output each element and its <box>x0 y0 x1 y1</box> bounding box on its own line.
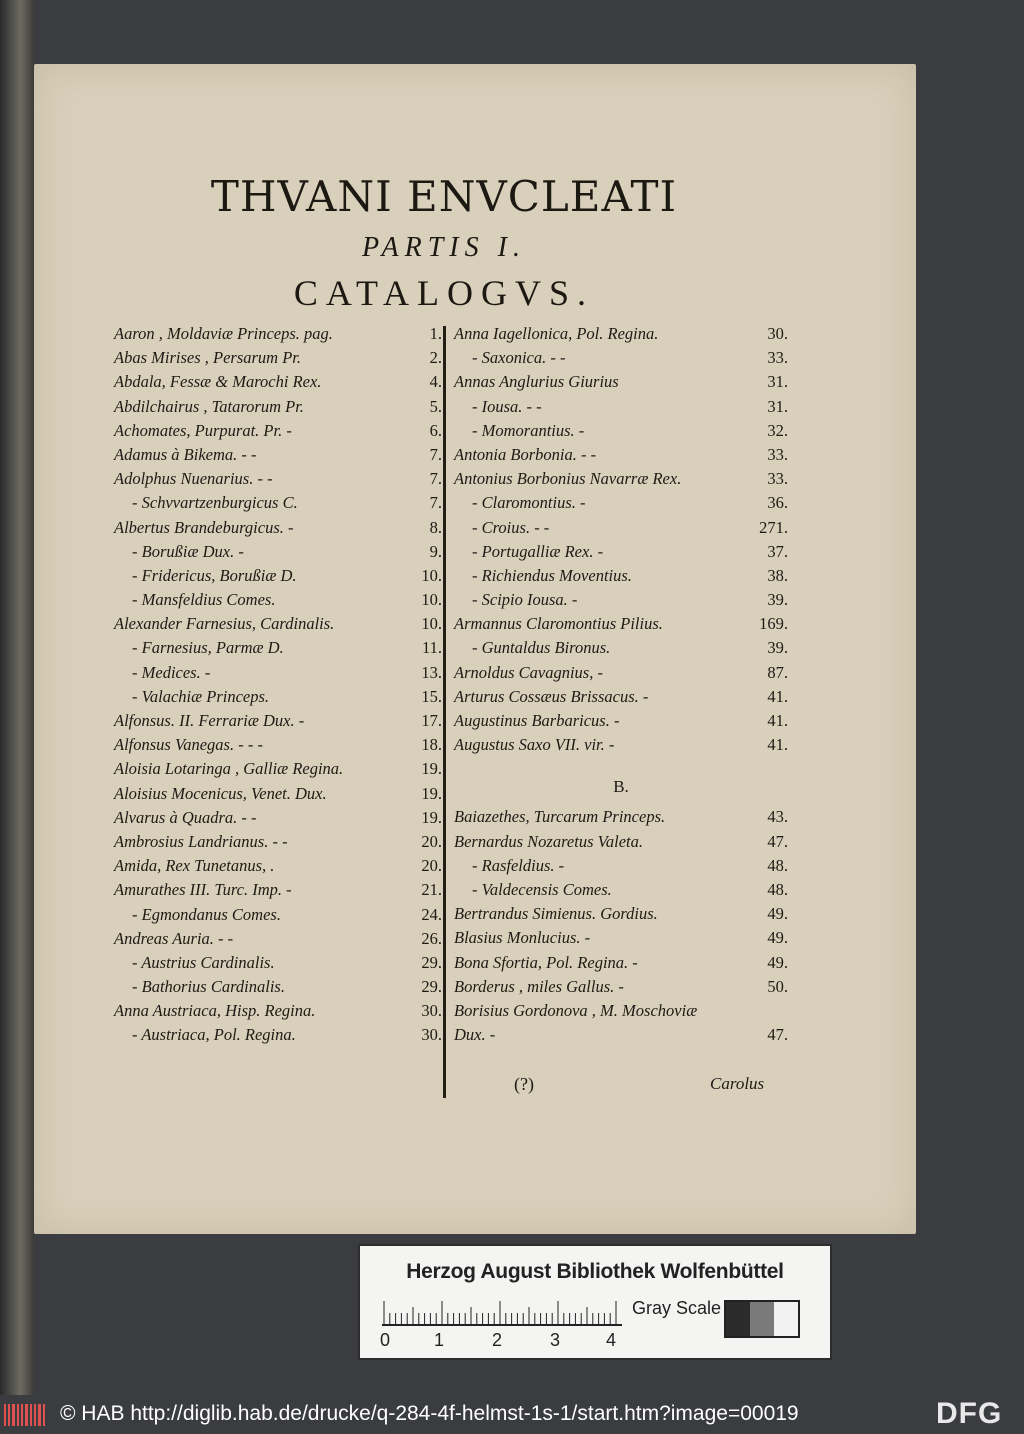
entry-name: Abdilchairus , Tatarorum Pr. <box>114 396 304 416</box>
entry-page: 169. <box>759 614 788 634</box>
library-color-card <box>358 1244 832 1360</box>
catalog-entry <box>114 612 442 636</box>
entry-name: - Portugalliæ Rex. - <box>472 541 604 561</box>
entry-name: Dux. - <box>454 1025 496 1045</box>
catalog-entry <box>114 1023 442 1047</box>
entry-page: 48. <box>767 879 788 899</box>
signature-mark: (?) <box>514 1074 534 1094</box>
catalog-entry <box>454 805 788 829</box>
entry-name: - Fridericus, Borußiæ D. <box>132 565 297 585</box>
entry-page: 15. <box>421 686 442 706</box>
entry-page: 19. <box>421 783 442 803</box>
entry-page: 41. <box>767 735 788 755</box>
entry-page: 48. <box>767 855 788 875</box>
entry-page: 7. <box>429 493 442 513</box>
part-heading: PARTIS I. <box>362 232 526 263</box>
catalog-entry <box>114 564 442 588</box>
entry-name: Alexander Farnesius, Cardinalis. <box>114 614 335 634</box>
catalog-entry <box>114 588 442 612</box>
catalog-entry <box>114 951 442 975</box>
entry-page: 19. <box>421 807 442 827</box>
book-edge <box>0 0 34 1395</box>
column-divider <box>443 326 446 1098</box>
entry-name: - Scipio Iousa. - <box>472 590 578 610</box>
catalog-entry <box>454 636 788 660</box>
catalog-entry <box>454 346 788 370</box>
entry-name: - Guntaldus Bironus. <box>472 638 611 658</box>
catalog-entry <box>454 999 788 1023</box>
catalog-heading: CATALOGVS. <box>293 273 595 313</box>
entry-name: - Schvvartzenburgicus C. <box>132 493 298 513</box>
catalog-entry <box>454 443 788 467</box>
entry-name: Aloisius Mocenicus, Venet. Dux. <box>114 783 327 803</box>
ruler-number: 4 <box>606 1330 617 1350</box>
entry-name: Bertrandus Simienus. Gordius. <box>454 904 658 924</box>
entry-page: 30. <box>767 324 788 343</box>
catalog-entry <box>454 878 788 902</box>
entry-page: 7. <box>429 469 442 489</box>
entry-name: Albertus Brandeburgicus. - <box>114 517 294 537</box>
entry-page: 33. <box>767 469 788 489</box>
entry-page: 39. <box>767 590 788 610</box>
entry-name: Aaron , Moldaviæ Princeps. pag. <box>114 324 333 343</box>
entry-name: Armannus Claromontius Pilius. <box>454 614 663 634</box>
catalog-entry <box>454 685 788 709</box>
entry-name: Ambrosius Landrianus. - - <box>114 831 288 851</box>
entry-name: Anna Austriaca, Hisp. Regina. <box>114 1001 316 1021</box>
library-name: Herzog August Bibliothek Wolfenbüttel <box>406 1260 784 1283</box>
entry-name: - Farnesius, Parmæ D. <box>132 638 284 658</box>
catalog-entry <box>454 854 788 878</box>
entry-name: Annas Anglurius Giurius <box>454 372 619 392</box>
entry-name: Amurathes III. Turc. Imp. - <box>114 880 292 900</box>
catalog-entry <box>114 878 442 902</box>
entry-page: 31. <box>767 372 788 392</box>
entry-page: 36. <box>767 493 788 513</box>
entry-name: Amida, Rex Tunetanus, . <box>114 856 275 876</box>
catalog-entry <box>114 395 442 419</box>
entry-name: - Valachiæ Princeps. <box>132 686 270 706</box>
catalog-left-column <box>114 322 442 1048</box>
entry-name: - Mansfeldius Comes. <box>132 590 276 610</box>
entry-page: 49. <box>767 904 788 924</box>
entry-name: Augustinus Barbaricus. - <box>454 711 620 730</box>
entry-name: Alfonsus. II. Ferrariæ Dux. - <box>114 711 305 730</box>
catalog-entry <box>114 999 442 1023</box>
entry-page: 6. <box>429 420 442 440</box>
entry-name: Abdala, Fessæ & Marochi Rex. <box>114 372 322 392</box>
catalog-entry <box>114 516 442 540</box>
catalog-entry <box>454 322 788 346</box>
entry-page: 47. <box>767 1025 788 1045</box>
entry-page: 47. <box>767 831 788 851</box>
catalog-entry <box>454 467 788 491</box>
entry-page: 9. <box>429 541 442 561</box>
entry-name: Adolphus Nuenarius. - - <box>114 469 273 489</box>
gray-scale-swatch <box>724 1300 800 1338</box>
entry-name: Abas Mirises , Persarum Pr. <box>114 348 302 368</box>
catalog-entry <box>454 564 788 588</box>
catalog-entry <box>454 926 788 950</box>
catalog-entry <box>454 419 788 443</box>
catalog-right-column <box>454 322 788 1047</box>
entry-page: 7. <box>429 444 442 464</box>
catalog-entry <box>114 854 442 878</box>
catalog-entry <box>454 540 788 564</box>
entry-name: Antonius Borbonius Navarræ Rex. <box>454 469 682 489</box>
dfg-logo: DFG <box>936 1397 1003 1430</box>
entry-page: 2. <box>429 348 442 368</box>
ruler-icon <box>382 1298 622 1326</box>
entry-name: - Claromontius. - <box>472 493 586 513</box>
entry-page: 271. <box>759 517 788 537</box>
catalog-entry <box>454 491 788 515</box>
entry-page: 26. <box>421 928 442 948</box>
entry-page: 1. <box>429 324 442 343</box>
catalog-entry <box>454 975 788 999</box>
entry-name: - Croius. - - <box>472 517 550 537</box>
entry-page: 37. <box>767 541 788 561</box>
entry-name: - Richiendus Moventius. <box>472 565 632 585</box>
entry-page: 4. <box>429 372 442 392</box>
ruler-number: 2 <box>492 1330 503 1350</box>
catalog-entry <box>114 540 442 564</box>
ruler-number: 0 <box>380 1330 391 1350</box>
entry-name: Andreas Auria. - - <box>114 928 234 948</box>
catalog-entry <box>114 709 442 733</box>
footer-bar <box>0 1395 1024 1434</box>
catalog-entry <box>114 903 442 927</box>
catalog-entry <box>114 806 442 830</box>
entry-page: 24. <box>421 904 442 924</box>
entry-page: 20. <box>421 831 442 851</box>
entry-page: 10. <box>421 614 442 634</box>
entry-name: Arnoldus Cavagnius, - <box>454 662 603 682</box>
catalog-entry <box>114 927 442 951</box>
catalog-entry <box>454 902 788 926</box>
entry-name: Borisius Gordonova , M. Moschoviæ <box>454 1000 698 1020</box>
entry-name: - Borußiæ Dux. - <box>132 541 244 561</box>
entry-name: - Rasfeldius. - <box>472 855 565 875</box>
catalog-entry <box>454 516 788 540</box>
copyright-url: © HAB http://diglib.hab.de/drucke/q-284-4f-helmst-1s-1/start.htm?image=00019 <box>60 1402 799 1425</box>
catalog-entry <box>114 975 442 999</box>
catalog-entry <box>454 733 788 757</box>
ruler-number: 3 <box>550 1330 561 1350</box>
entry-name: Borderus , miles Gallus. - <box>454 976 624 996</box>
entry-page: 21. <box>421 880 442 900</box>
catalog-entry <box>114 782 442 806</box>
catalog-entry <box>114 733 442 757</box>
entry-page: 30. <box>421 1001 442 1021</box>
entry-name: - Austrius Cardinalis. <box>132 952 275 972</box>
entry-name: Baiazethes, Turcarum Princeps. <box>454 807 666 827</box>
catalog-entry <box>114 467 442 491</box>
entry-name: - Valdecensis Comes. <box>472 879 612 899</box>
entry-page: 20. <box>421 856 442 876</box>
entry-page: 29. <box>421 977 442 997</box>
entry-name: Bona Sfortia, Pol. Regina. - <box>454 952 638 972</box>
page-title: THVANI ENVCLEATI <box>210 172 678 221</box>
catalog-entry <box>454 1023 788 1047</box>
catalog-entry <box>454 395 788 419</box>
entry-name: Augustus Saxo VII. vir. - <box>454 735 615 755</box>
entry-page: 49. <box>767 952 788 972</box>
entry-name: Adamus à Bikema. - - <box>114 444 257 464</box>
entry-name: - Bathorius Cardinalis. <box>132 977 285 997</box>
catalog-entry <box>114 322 442 346</box>
entry-page: 8. <box>429 517 442 537</box>
entry-page: 38. <box>767 565 788 585</box>
catalog-entry <box>454 661 788 685</box>
entry-name: - Medices. - <box>132 662 211 682</box>
catalog-entry <box>114 419 442 443</box>
entry-page: 87. <box>767 662 788 682</box>
entry-name: Alvarus à Quadra. - - <box>114 807 257 827</box>
catalog-entry <box>114 757 442 781</box>
catalog-entry <box>114 830 442 854</box>
entry-page: 33. <box>767 348 788 368</box>
catalog-entry <box>454 951 788 975</box>
catalog-entry <box>114 443 442 467</box>
entry-page: 41. <box>767 711 788 730</box>
catalog-entry <box>114 661 442 685</box>
catalog-entry <box>454 830 788 854</box>
entry-page: 10. <box>421 565 442 585</box>
entry-name: Alfonsus Vanegas. - - - <box>114 735 263 755</box>
ruler-number: 1 <box>434 1330 445 1350</box>
catalog-entry <box>454 709 788 733</box>
catchword: Carolus <box>710 1074 765 1093</box>
entry-page: 32. <box>767 420 788 440</box>
entry-page: 43. <box>767 807 788 827</box>
catalog-entry <box>114 491 442 515</box>
catalog-entry <box>454 370 788 394</box>
entry-name: - Egmondanus Comes. <box>132 904 281 924</box>
entry-page: 30. <box>421 1025 442 1045</box>
entry-name: Aloisia Lotaringa , Galliæ Regina. <box>114 759 344 779</box>
entry-page: 39. <box>767 638 788 658</box>
book-page <box>34 64 916 1234</box>
entry-page: 19. <box>421 759 442 779</box>
entry-name: - Saxonica. - - <box>472 348 566 368</box>
entry-name: - Austriaca, Pol. Regina. <box>132 1025 296 1045</box>
entry-page: 33. <box>767 444 788 464</box>
section-letter-b: B. <box>613 777 629 797</box>
entry-name: - Iousa. - - <box>472 396 542 416</box>
entry-page: 49. <box>767 928 788 948</box>
hab-logo-icon <box>4 1404 48 1426</box>
entry-page: 5. <box>429 396 442 416</box>
entry-name: - Momorantius. - <box>472 420 585 440</box>
catalog-entry <box>114 636 442 660</box>
gray-scale-label: Gray Scale <box>632 1298 722 1318</box>
entry-name: Achomates, Purpurat. Pr. - <box>114 420 292 440</box>
entry-page: 41. <box>767 686 788 706</box>
entry-page: 17. <box>421 711 442 730</box>
entry-page: 11. <box>421 638 442 658</box>
entry-name: Antonia Borbonia. - - <box>454 444 597 464</box>
entry-name: Bernardus Nozaretus Valeta. <box>454 831 643 851</box>
catalog-entry <box>114 685 442 709</box>
entry-name: Anna Iagellonica, Pol. Regina. <box>454 324 659 343</box>
catalog-entry <box>454 588 788 612</box>
entry-name: Blasius Monlucius. - <box>454 928 591 948</box>
entry-page: 31. <box>767 396 788 416</box>
catalog-entry <box>454 612 788 636</box>
entry-page: 13. <box>421 662 442 682</box>
entry-name: Arturus Cossæus Brissacus. - <box>454 686 649 706</box>
catalog-entry <box>114 346 442 370</box>
entry-page: 29. <box>421 952 442 972</box>
entry-page: 50. <box>767 976 788 996</box>
entry-page: 18. <box>421 735 442 755</box>
ruler-numbers <box>376 1330 636 1350</box>
catalog-entry <box>114 370 442 394</box>
entry-page: 10. <box>421 590 442 610</box>
